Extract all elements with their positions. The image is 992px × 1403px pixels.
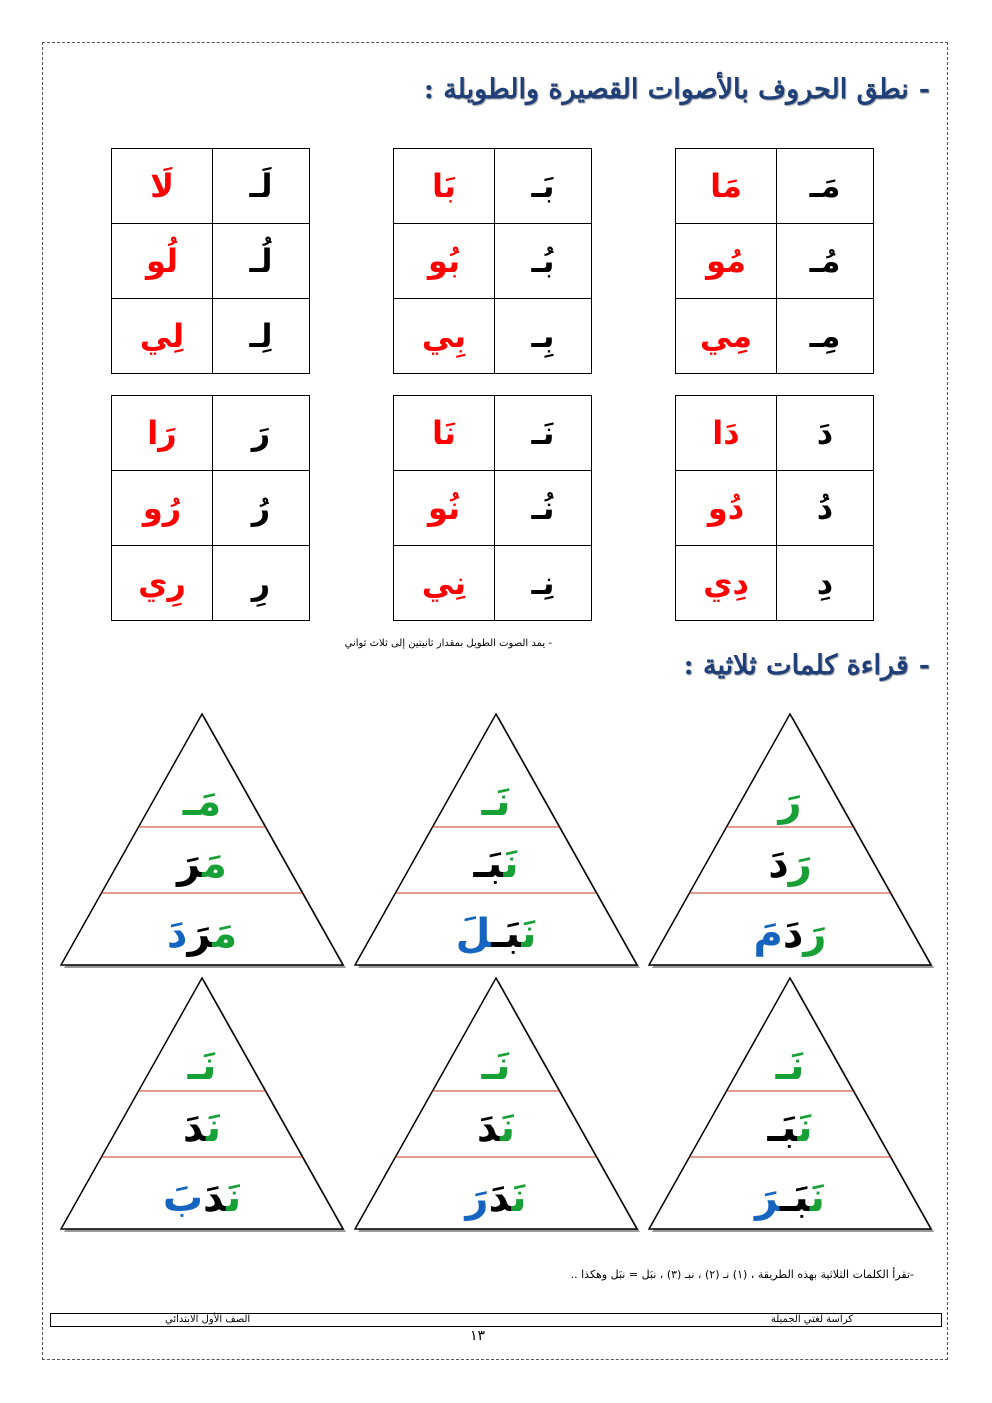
letter-segment: نَـ <box>187 1043 217 1089</box>
long-vowel-cell: بُو <box>394 224 495 299</box>
letter-segment: مَ <box>212 911 238 957</box>
letter-segment: نَـ <box>775 1043 805 1089</box>
short-vowel-cell: بُـ <box>495 224 592 299</box>
letter-segment: نَ <box>503 841 519 887</box>
letter-segment: نَ <box>226 1175 242 1221</box>
long-vowel-cell: بِي <box>394 299 495 374</box>
short-vowel-cell: دَ <box>777 396 874 471</box>
table-row <box>394 299 592 374</box>
letter-segment: نَ <box>809 1175 825 1221</box>
section-heading-words <box>684 650 930 681</box>
table-row <box>676 299 874 374</box>
letter-segment: نَ <box>521 911 537 957</box>
table-row <box>394 224 592 299</box>
short-vowel-cell: نِـ <box>495 546 592 621</box>
letter-segment: بَـ <box>767 1105 798 1151</box>
table-row <box>112 149 310 224</box>
heading-text: قراءة كلمات ثلاثية : <box>683 650 909 681</box>
page-footer <box>50 1313 942 1327</box>
pyramid-level-1 <box>351 779 641 825</box>
pyramid-level-1 <box>645 1043 935 1089</box>
letter-table-baa <box>393 148 592 374</box>
letter-segment: لَ <box>455 911 492 957</box>
letter-segment: رَ <box>177 841 203 887</box>
long-vowel-cell: رِي <box>112 546 213 621</box>
table-row <box>676 224 874 299</box>
short-vowel-cell: نُـ <box>495 471 592 546</box>
table-row <box>676 149 874 224</box>
table-row <box>676 546 874 621</box>
short-vowel-cell: مِـ <box>777 299 874 374</box>
pyramid-level-1 <box>57 779 347 825</box>
short-vowel-cell: رِ <box>213 546 310 621</box>
short-vowel-cell: بِـ <box>495 299 592 374</box>
table-row <box>394 471 592 546</box>
table-row <box>676 471 874 546</box>
table-row <box>394 396 592 471</box>
letter-segment: رَ <box>187 911 213 957</box>
long-vowel-cell: مِي <box>676 299 777 374</box>
letter-segment: نَـ <box>481 779 511 825</box>
pyramid-level-2 <box>57 841 347 887</box>
table-row <box>394 546 592 621</box>
table-row <box>394 149 592 224</box>
letter-segment: دَ <box>203 1175 227 1221</box>
table-row <box>112 224 310 299</box>
letter-segment: نَ <box>206 1105 222 1151</box>
letter-segment: دَ <box>182 1105 207 1151</box>
pyramid-level-2 <box>57 1105 347 1151</box>
pyramid-level-1 <box>351 1043 641 1089</box>
pyramid-level-3 <box>351 911 641 957</box>
long-vowel-cell: رَا <box>112 396 213 471</box>
letter-segment: رَ <box>788 841 812 887</box>
short-vowel-cell: نَـ <box>495 396 592 471</box>
pyramid-level-3 <box>57 911 347 957</box>
table-row <box>676 396 874 471</box>
pyramid-level-2 <box>645 841 935 887</box>
letter-table-daal <box>675 395 874 621</box>
pyramid-level-1 <box>57 1043 347 1089</box>
pyramid-level-2 <box>645 1105 935 1151</box>
footer-grade: الصف الأول الابتدائي <box>165 1314 251 1325</box>
table-row <box>112 299 310 374</box>
letter-segment: بَـ <box>491 911 522 957</box>
short-vowel-cell: لِـ <box>213 299 310 374</box>
pyramid-level-2 <box>351 841 641 887</box>
letter-segment: مَ <box>202 841 227 887</box>
long-vowel-cell: نِي <box>394 546 495 621</box>
heading-text: نطق الحروف بالأصوات القصيرة والطويلة : <box>423 74 909 105</box>
letter-segment: نَ <box>797 1105 813 1151</box>
table-row <box>112 471 310 546</box>
long-vowel-cell: لَا <box>112 149 213 224</box>
table-row <box>112 396 310 471</box>
letter-segment: دَ <box>476 1105 501 1151</box>
short-vowel-cell: مَـ <box>777 149 874 224</box>
pyramid-level-2 <box>351 1105 641 1151</box>
heading-dash: - <box>918 74 930 105</box>
word-pyramid-nadar <box>351 976 641 1232</box>
section-heading-letters <box>424 74 930 105</box>
pyramid-level-1 <box>645 779 935 825</box>
pyramid-level-3 <box>645 911 935 957</box>
word-pyramid-nadab <box>57 976 347 1232</box>
word-pyramid-nabal <box>351 712 641 968</box>
letter-table-laam <box>111 148 310 374</box>
letter-segment: بَ <box>162 1175 204 1221</box>
letter-segment: مَ <box>753 911 783 957</box>
long-vowel-cell: لِي <box>112 299 213 374</box>
short-vowel-cell: بَـ <box>495 149 592 224</box>
letter-segment: رَ <box>755 1175 780 1221</box>
letter-segment: مَـ <box>182 779 222 825</box>
long-vowel-cell: مُو <box>676 224 777 299</box>
pyramid-level-3 <box>351 1175 641 1221</box>
letter-segment: دَ <box>768 841 789 887</box>
letter-segment: نَـ <box>481 1043 511 1089</box>
short-vowel-cell: لَـ <box>213 149 310 224</box>
letter-segment: نَ <box>500 1105 516 1151</box>
pyramid-level-3 <box>645 1175 935 1221</box>
short-vowel-cell: رَ <box>213 396 310 471</box>
long-vowel-cell: مَا <box>676 149 777 224</box>
letter-table-noon <box>393 395 592 621</box>
letter-segment: دَ <box>166 911 188 957</box>
letter-segment: رَ <box>803 911 827 957</box>
letter-segment: دَ <box>782 911 804 957</box>
word-pyramid-radam <box>645 712 935 968</box>
long-vowel-cell: نُو <box>394 471 495 546</box>
long-vowel-cell: دِي <box>676 546 777 621</box>
page-number: ١٣ <box>470 1328 486 1344</box>
reading-instruction: -تقرأ الكلمات الثلاثية بهذه الطريقة ، (١) نـ (٢) ، نبـ (٣) ، نبَل = نبَل وهكذا .. <box>570 1268 914 1281</box>
letter-segment: بَـ <box>779 1175 810 1221</box>
letter-segment: نَ <box>511 1175 527 1221</box>
pyramid-level-3 <box>57 1175 347 1221</box>
letter-segment: رَ <box>778 779 802 825</box>
footer-book-title: كراسة لغتي الجميلة <box>770 1314 853 1325</box>
long-vowel-cell: دَا <box>676 396 777 471</box>
table-row <box>112 546 310 621</box>
word-pyramid-nabar <box>645 976 935 1232</box>
letter-segment: بَـ <box>473 841 504 887</box>
letter-segment: رَ <box>465 1175 489 1221</box>
letter-table-raa <box>111 395 310 621</box>
long-vowel-cell: لُو <box>112 224 213 299</box>
letter-segment: دَ <box>488 1175 512 1221</box>
short-vowel-cell: رُ <box>213 471 310 546</box>
long-vowel-note: - يمد الصوت الطويل بمقدار ثانيتين إلى ثلاث ثواني <box>344 638 552 649</box>
heading-dash: - <box>918 650 930 681</box>
short-vowel-cell: مُـ <box>777 224 874 299</box>
letter-table-meem <box>675 148 874 374</box>
long-vowel-cell: بَا <box>394 149 495 224</box>
short-vowel-cell: دُ <box>777 471 874 546</box>
long-vowel-cell: رُو <box>112 471 213 546</box>
long-vowel-cell: نَا <box>394 396 495 471</box>
long-vowel-cell: دُو <box>676 471 777 546</box>
word-pyramid-marad <box>57 712 347 968</box>
short-vowel-cell: لُـ <box>213 224 310 299</box>
short-vowel-cell: دِ <box>777 546 874 621</box>
